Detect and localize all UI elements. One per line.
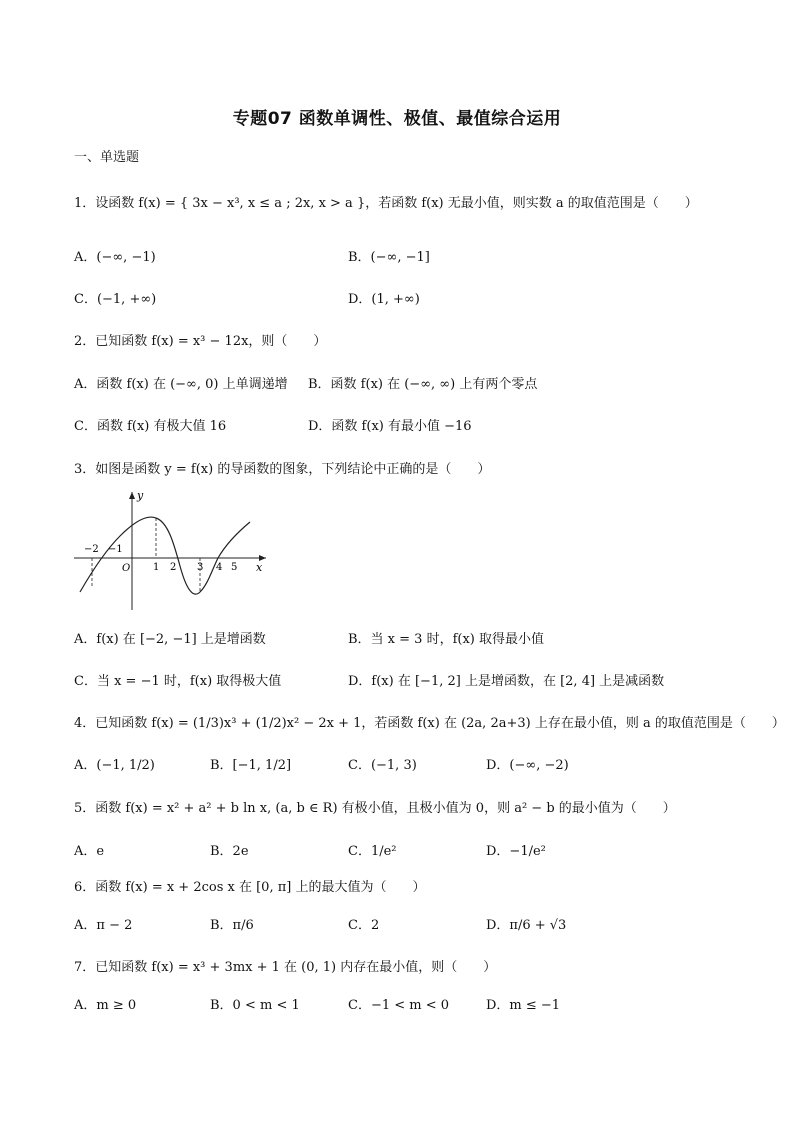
y-axis-arrow-icon [129,492,135,499]
question-4-stem: 4．已知函数 f(x) = (1/3)x³ + (1/2)x² − 2x + 1，若函数 f(x) 在 (2a, 2a+3) 上存在最小值，则 a 的取值范围是（ ） [74,716,785,731]
tick-label: 5 [231,562,238,573]
question-7-option-d: D．m ≤ −1 [486,998,561,1013]
question-1-option-d: D．(1, +∞) [348,292,420,307]
question-1-stem: 1．设函数 f(x) = { 3x − x³, x ≤ a ; 2x, x > a }，若函数 f(x) 无最小值，则实数 a 的取值范围是（ ） [74,196,698,211]
question-5-option-a: A．e [74,844,105,859]
tick-label: −2 [84,544,99,555]
derivative-graph [70,488,270,614]
origin-label: O [122,563,131,574]
question-6-option-b: B．π/6 [210,918,254,933]
axis-label-x: x [256,561,263,574]
question-3-stem: 3．如图是函数 y = f(x) 的导函数的图象，下列结论中正确的是（ ） [74,462,491,477]
section-heading: 一、单选题 [74,150,140,165]
question-5-option-c: C．1/e² [348,844,397,859]
question-4-option-a: A．(−1, 1/2) [74,758,155,773]
question-6-option-a: A．π − 2 [74,918,133,933]
question-5-stem: 5．函数 f(x) = x² + a² + b ln x, (a, b ∈ R) 有极小值，且极小值为 0，则 a² − b 的最小值为（ ） [74,801,676,816]
question-2-option-c: C．函数 f(x) 有极大值 16 [74,419,227,434]
question-3-option-a: A．f(x) 在 [−2, −1] 上是增函数 [74,632,266,647]
question-2-option-d: D．函数 f(x) 有最小值 −16 [308,419,472,434]
question-5-option-d: D．−1/e² [486,844,546,859]
question-3-option-c: C．当 x = −1 时，f(x) 取得极大值 [74,674,282,689]
question-4-option-b: B．[−1, 1/2] [210,758,292,773]
question-1-option-c: C．(−1, +∞) [74,292,157,307]
question-4-option-d: D．(−∞, −2) [486,758,569,773]
page-title: 专题07 函数单调性、极值、最值综合运用 [232,109,562,129]
question-6-option-c: C．2 [348,918,380,933]
question-7-option-c: C．−1 < m < 0 [348,998,450,1013]
question-1-option-b: B．(−∞, −1] [348,250,430,265]
question-5-option-b: B．2e [210,844,249,859]
derivative-curve [80,517,250,594]
tick-label: −1 [108,544,123,555]
tick-label: 1 [153,562,160,573]
question-2-stem: 2．已知函数 f(x) = x³ − 12x，则（ ） [74,334,327,349]
question-6-option-d: D．π/6 + √3 [486,918,567,933]
question-2-option-a: A．函数 f(x) 在 (−∞, 0) 上单调递增 [74,377,288,392]
question-7-stem: 7．已知函数 f(x) = x³ + 3mx + 1 在 (0, 1) 内存在最小值，则（ ） [74,960,497,975]
question-3-option-d: D．f(x) 在 [−1, 2] 上是增函数，在 [2, 4] 上是减函数 [348,674,665,689]
tick-label: 4 [216,562,223,573]
question-7-option-a: A．m ≥ 0 [74,998,137,1013]
tick-label: 3 [197,562,204,573]
question-3-option-b: B．当 x = 3 时，f(x) 取得最小值 [348,632,544,647]
question-6-stem: 6．函数 f(x) = x + 2cos x 在 [0, π] 上的最大值为（ ） [74,880,426,895]
question-1-option-a: A．(−∞, −1) [74,250,156,265]
question-7-option-b: B．0 < m < 1 [210,998,300,1013]
axis-label-y: y [137,489,144,502]
question-2-option-b: B．函数 f(x) 在 (−∞, ∞) 上有两个零点 [308,377,538,392]
tick-label: 2 [170,562,177,573]
question-4-option-c: C．(−1, 3) [348,758,417,773]
